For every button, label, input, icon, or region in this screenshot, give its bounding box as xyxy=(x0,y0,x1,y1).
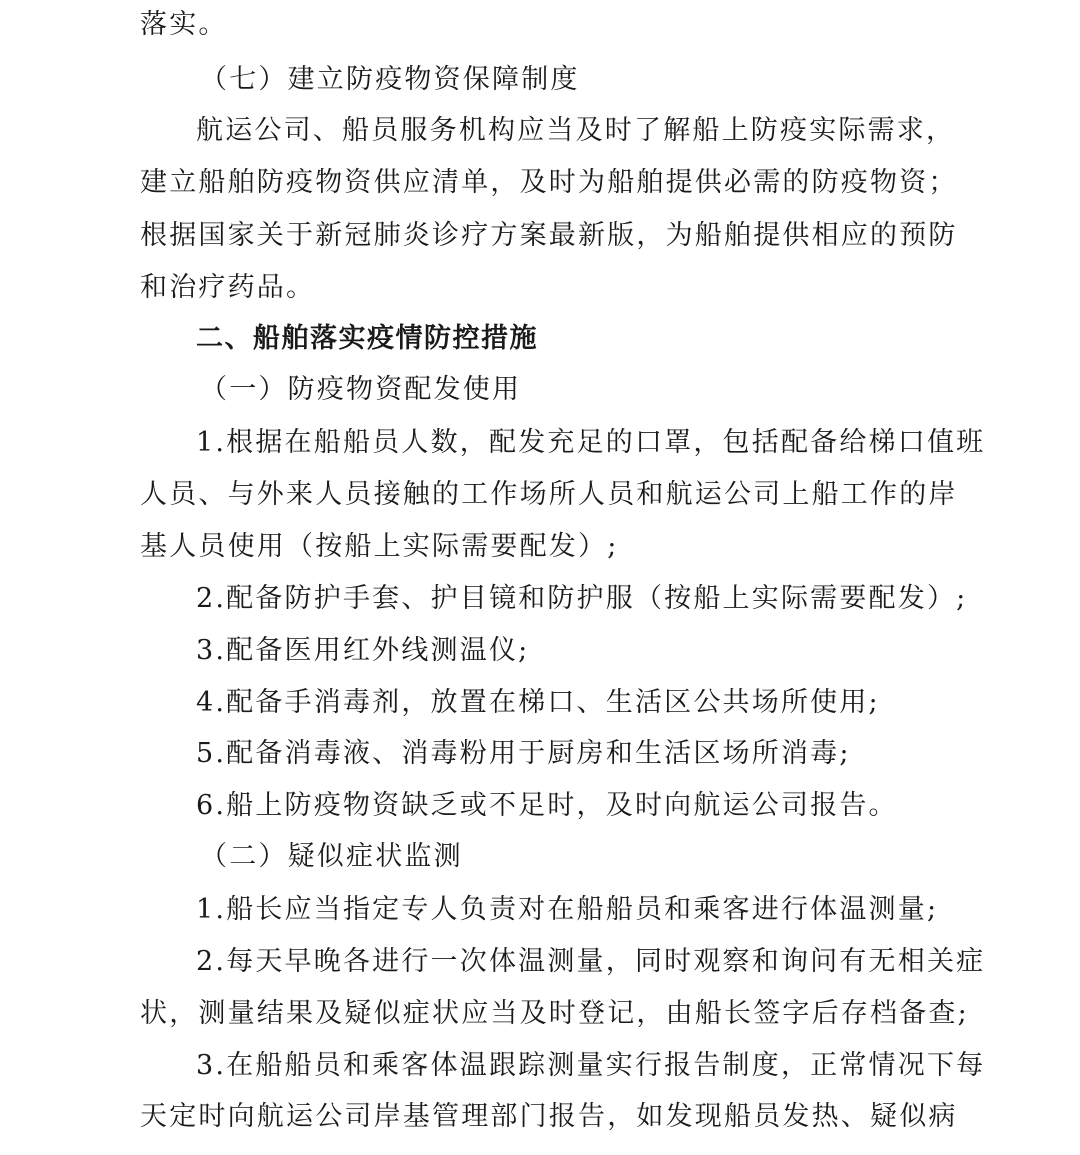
subsection-heading-2: （二）疑似症状监测 xyxy=(200,841,463,872)
list-item: 5.配备消毒液、消毒粉用于厨房和生活区场所消毒; xyxy=(196,738,851,769)
list-item: 1.船长应当指定专人负责对在船船员和乘客进行体温测量; xyxy=(196,894,939,925)
paragraph-line: 基人员使用（按船上实际需要配发）; xyxy=(140,531,619,562)
list-item: 4.配备手消毒剂，放置在梯口、生活区公共场所使用; xyxy=(196,687,880,718)
list-item: 3.配备医用红外线测温仪; xyxy=(196,635,530,666)
subsection-heading-7: （七）建立防疫物资保障制度 xyxy=(200,64,580,95)
list-item: 6.船上防疫物资缺乏或不足时，及时向航运公司报告。 xyxy=(196,790,898,821)
list-item: 2.每天早晚各进行一次体温测量，同时观察和询问有无相关症 xyxy=(196,946,986,977)
paragraph-line: 和治疗药品。 xyxy=(140,272,316,303)
paragraph-line: 人员、与外来人员接触的工作场所人员和航运公司上船工作的岸 xyxy=(140,479,958,510)
paragraph-line: 根据国家关于新冠肺炎诊疗方案最新版，为船舶提供相应的预防 xyxy=(140,220,958,251)
paragraph-line: 落实。 xyxy=(140,9,228,40)
paragraph-line: 状，测量结果及疑似症状应当及时登记，由船长签字后存档备查; xyxy=(140,998,969,1029)
paragraph-line: 建立船舶防疫物资供应清单，及时为船舶提供必需的防疫物资； xyxy=(140,167,958,198)
paragraph-line: 航运公司、船员服务机构应当及时了解船上防疫实际需求， xyxy=(196,115,956,146)
section-heading-2: 二、船舶落实疫情防控措施 xyxy=(196,323,538,354)
paragraph-line: 天定时向航运公司岸基管理部门报告，如发现船员发热、疑似病 xyxy=(140,1101,958,1132)
list-item: 2.配备防护手套、护目镜和防护服（按船上实际需要配发）; xyxy=(196,583,968,614)
list-item: 3.在船船员和乘客体温跟踪测量实行报告制度，正常情况下每 xyxy=(196,1050,986,1081)
list-item: 1.根据在船船员人数，配发充足的口罩，包括配备给梯口值班 xyxy=(196,427,986,458)
subsection-heading-1: （一）防疫物资配发使用 xyxy=(200,374,522,405)
